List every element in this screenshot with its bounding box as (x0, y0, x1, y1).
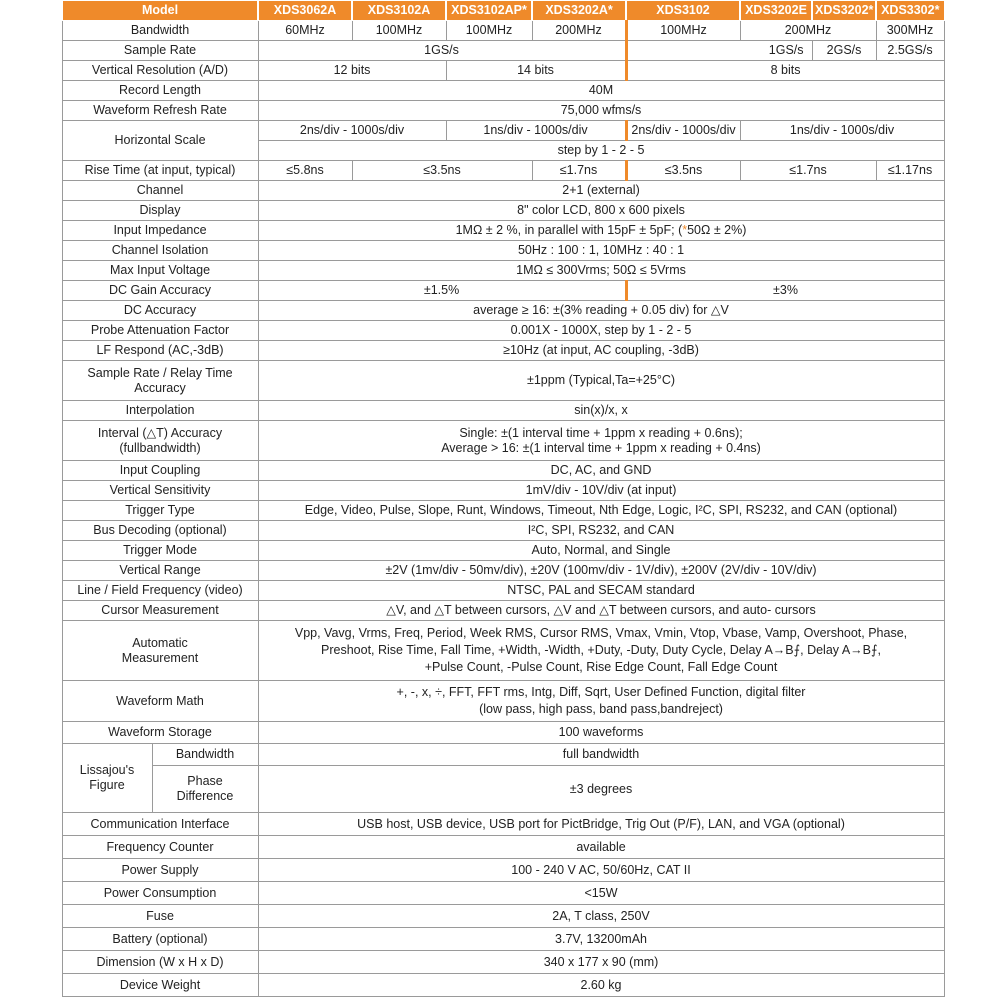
row-label-line1: Interval (△T) Accuracy (97, 425, 223, 440)
row-label: Frequency Counter (62, 836, 258, 859)
row-label-line1: Lissajou's (79, 763, 135, 777)
row-channel (62, 181, 944, 201)
cell-value (258, 421, 944, 461)
row-battery (62, 928, 944, 951)
row-label: Fuse (62, 905, 258, 928)
row-display (62, 201, 944, 221)
cell-value: 8" color LCD, 800 x 600 pixels (258, 201, 944, 221)
cell-value: <15W (258, 882, 944, 905)
row-record-length (62, 81, 944, 101)
header-model-8: XDS3302* (876, 1, 944, 21)
cell-value: ±1.5% (258, 281, 626, 301)
cell-value: 1mV/div - 10V/div (at input) (258, 481, 944, 501)
cell-value: ±3 degrees (258, 766, 944, 813)
cell-value (258, 681, 944, 722)
row-lissajou-bandwidth (62, 744, 944, 766)
row-label-line1: Automatic (132, 635, 188, 650)
cell-value: NTSC, PAL and SECAM standard (258, 581, 944, 601)
cell-value: sin(x)/x, x (258, 401, 944, 421)
cell-value: ±3% (626, 281, 944, 301)
auto-meas-line2: Preshoot, Rise Time, Fall Time, +Width, -Width, +Duty, -Duty, Duty Cycle, Delay A→B⨍, Delay A→B⨍, (321, 643, 881, 657)
row-label: Trigger Mode (62, 541, 258, 561)
row-label: Line / Field Frequency (video) (62, 581, 258, 601)
cell-value: available (258, 836, 944, 859)
row-dimension (62, 951, 944, 974)
row-dc-accuracy (62, 301, 944, 321)
cell-value: 100 - 240 V AC, 50/60Hz, CAT II (258, 859, 944, 882)
row-vertical-sensitivity (62, 481, 944, 501)
row-dc-gain-accuracy (62, 281, 944, 301)
row-label: Max Input Voltage (62, 261, 258, 281)
row-label: Horizontal Scale (62, 121, 258, 161)
cell-value: 2.5GS/s (876, 41, 944, 61)
row-label: Bandwidth (62, 21, 258, 41)
row-label: Communication Interface (62, 813, 258, 836)
header-model: Model (62, 1, 258, 21)
cell-value: ≤3.5ns (626, 161, 740, 181)
sub-label-line2: Difference (176, 789, 234, 803)
impedance-text-50ohm: 50Ω ± 2%) (687, 223, 747, 237)
row-max-input-voltage (62, 261, 944, 281)
row-label: Input Impedance (62, 221, 258, 241)
row-label (62, 744, 152, 813)
cell-value: 1GS/s (258, 41, 626, 61)
row-horizontal-scale (62, 121, 944, 141)
row-waveform-storage (62, 722, 944, 744)
row-rise-time (62, 161, 944, 181)
sub-label (152, 766, 258, 813)
header-model-7: XDS3202* (812, 1, 876, 21)
row-label (62, 621, 258, 681)
row-label: Input Coupling (62, 461, 258, 481)
cell-value: 2.60 kg (258, 974, 944, 997)
row-label (62, 421, 258, 461)
row-label: Vertical Range (62, 561, 258, 581)
cell-value: ±1ppm (Typical,Ta=+25°C) (258, 361, 944, 401)
cell-value: ±2V (1mv/div - 50mv/div), ±20V (100mv/div - 1V/div), ±200V (2V/div - 10V/div) (258, 561, 944, 581)
cell-value: 0.001X - 1000X, step by 1 - 2 - 5 (258, 321, 944, 341)
cell-value: 60MHz (258, 21, 352, 41)
header-model-2: XDS3102A (352, 1, 446, 21)
cell-value: 200MHz (740, 21, 876, 41)
cell-value: 75,000 wfms/s (258, 101, 944, 121)
cell-value: 2ns/div - 1000s/div (258, 121, 446, 141)
row-label: Probe Attenuation Factor (62, 321, 258, 341)
row-label: Waveform Storage (62, 722, 258, 744)
header-model-3: XDS3102AP* (446, 1, 532, 21)
row-label: Battery (optional) (62, 928, 258, 951)
cell-value: 100MHz (626, 21, 740, 41)
row-power-supply (62, 859, 944, 882)
cell-value: 14 bits (446, 61, 626, 81)
asterisk-mark: * (682, 223, 688, 237)
header-model-5: XDS3102 (626, 1, 740, 21)
row-label: Waveform Refresh Rate (62, 101, 258, 121)
row-label: Bus Decoding (optional) (62, 521, 258, 541)
cell-value: 340 x 177 x 90 (mm) (258, 951, 944, 974)
cell-value: 2ns/div - 1000s/div (626, 121, 740, 141)
header-model-4: XDS3202A* (532, 1, 626, 21)
row-label: Record Length (62, 81, 258, 101)
cell-value: 2A, T class, 250V (258, 905, 944, 928)
row-channel-isolation (62, 241, 944, 261)
header-model-6: XDS3202E (740, 1, 812, 21)
cell-value: step by 1 - 2 - 5 (258, 141, 944, 161)
row-label: Rise Time (at input, typical) (62, 161, 258, 181)
row-label: Interpolation (62, 401, 258, 421)
cell-value: △V, and △T between cursors, △V and △T between cursors, and auto- cursors (258, 601, 944, 621)
spec-table (61, 0, 945, 997)
row-waveform-math (62, 681, 944, 722)
row-interval-accuracy (62, 421, 944, 461)
row-interpolation (62, 401, 944, 421)
row-label (62, 361, 258, 401)
cell-value: ≤3.5ns (352, 161, 532, 181)
row-refresh-rate (62, 101, 944, 121)
cell-value (258, 621, 944, 681)
row-label: DC Accuracy (62, 301, 258, 321)
row-line-field-frequency (62, 581, 944, 601)
row-label: Channel (62, 181, 258, 201)
cell-value: I²C, SPI, RS232, and CAN (258, 521, 944, 541)
row-fuse (62, 905, 944, 928)
cell-value: 1ns/div - 1000s/div (740, 121, 944, 141)
row-label: Sample Rate (62, 41, 258, 61)
row-label: Trigger Type (62, 501, 258, 521)
cell-value: DC, AC, and GND (258, 461, 944, 481)
row-cursor-measurement (62, 601, 944, 621)
row-label-line2: Accuracy (134, 380, 186, 395)
row-label: Display (62, 201, 258, 221)
cell-value: 100 waveforms (258, 722, 944, 744)
row-trigger-mode (62, 541, 944, 561)
row-label: Dimension (W x H x D) (62, 951, 258, 974)
row-label-line2: Measurement (121, 650, 199, 665)
cell-value: ≤1.7ns (532, 161, 626, 181)
row-automatic-measurement (62, 621, 944, 681)
cell-value: Auto, Normal, and Single (258, 541, 944, 561)
cell-value: 1GS/s (626, 41, 812, 61)
row-input-impedance (62, 221, 944, 241)
cell-value: 3.7V, 13200mAh (258, 928, 944, 951)
cell-value: ≤1.7ns (740, 161, 876, 181)
cell-value: USB host, USB device, USB port for PictBridge, Trig Out (P/F), LAN, and VGA (optional) (258, 813, 944, 836)
row-sample-rate (62, 41, 944, 61)
row-frequency-counter (62, 836, 944, 859)
cell-value: 50Hz : 100 : 1, 10MHz : 40 : 1 (258, 241, 944, 261)
cell-value: Edge, Video, Pulse, Slope, Runt, Windows, Timeout, Nth Edge, Logic, I²C, SPI, RS232, and CAN (optional) (258, 501, 944, 521)
row-communication-interface (62, 813, 944, 836)
row-probe-attenuation (62, 321, 944, 341)
cell-value: 1MΩ ≤ 300Vrms; 50Ω ≤ 5Vrms (258, 261, 944, 281)
row-label: Cursor Measurement (62, 601, 258, 621)
header-model-1: XDS3062A (258, 1, 352, 21)
cell-value (258, 221, 944, 241)
cell-value: 100MHz (446, 21, 532, 41)
cell-value: 8 bits (626, 61, 944, 81)
cell-value: 2+1 (external) (258, 181, 944, 201)
cell-value: ≤1.17ns (876, 161, 944, 181)
row-vertical-resolution (62, 61, 944, 81)
row-label-line1: Sample Rate / Relay Time (87, 365, 233, 380)
row-bus-decoding (62, 521, 944, 541)
cell-value: ≤5.8ns (258, 161, 352, 181)
row-power-consumption (62, 882, 944, 905)
row-label: LF Respond (AC,-3dB) (62, 341, 258, 361)
cell-value: 12 bits (258, 61, 446, 81)
row-label: Waveform Math (62, 681, 258, 722)
sub-label-line1: Phase (187, 774, 223, 788)
sub-label: Bandwidth (152, 744, 258, 766)
header-row (62, 1, 944, 21)
cell-value: 1ns/div - 1000s/div (446, 121, 626, 141)
row-label-line2: (fullbandwidth) (119, 440, 201, 455)
math-line2: (low pass, high pass, band pass,bandreject) (479, 702, 723, 716)
row-vertical-range (62, 561, 944, 581)
cell-value: ≥10Hz (at input, AC coupling, -3dB) (258, 341, 944, 361)
row-lf-respond (62, 341, 944, 361)
cell-value: 100MHz (352, 21, 446, 41)
row-label: Channel Isolation (62, 241, 258, 261)
cell-value: average ≥ 16: ±(3% reading + 0.05 div) for △V (258, 301, 944, 321)
row-trigger-type (62, 501, 944, 521)
row-label: Vertical Sensitivity (62, 481, 258, 501)
cell-value: full bandwidth (258, 744, 944, 766)
cell-value: 2GS/s (812, 41, 876, 61)
row-sample-rate-accuracy (62, 361, 944, 401)
cell-value: 200MHz (532, 21, 626, 41)
row-label: DC Gain Accuracy (62, 281, 258, 301)
interval-single: Single: ±(1 interval time + 1ppm x reading + 0.6ns); (459, 425, 743, 440)
auto-meas-line1: Vpp, Vavg, Vrms, Freq, Period, Week RMS, Cursor RMS, Vmax, Vmin, Vtop, Vbase, Vamp, Overshoot, Phase, (294, 626, 908, 640)
cell-value: 40M (258, 81, 944, 101)
interval-average: Average > 16: ±(1 interval time + 1ppm x reading + 0.4ns) (441, 440, 761, 455)
math-line1: +, -, x, ÷, FFT, FFT rms, Intg, Diff, Sqrt, User Defined Function, digital filter (396, 685, 806, 699)
row-label-line2: Figure (89, 778, 125, 792)
row-bandwidth (62, 21, 944, 41)
cell-value: 300MHz (876, 21, 944, 41)
row-label: Vertical Resolution (A/D) (62, 61, 258, 81)
row-label: Power Supply (62, 859, 258, 882)
impedance-text: 1MΩ ± 2 %, in parallel with 15pF ± 5pF; ( (455, 223, 683, 237)
row-lissajou-phase (62, 766, 944, 813)
row-label: Device Weight (62, 974, 258, 997)
auto-meas-line3: +Pulse Count, -Pulse Count, Rise Edge Count, Fall Edge Count (424, 660, 778, 674)
row-input-coupling (62, 461, 944, 481)
row-label: Power Consumption (62, 882, 258, 905)
row-device-weight (62, 974, 944, 997)
